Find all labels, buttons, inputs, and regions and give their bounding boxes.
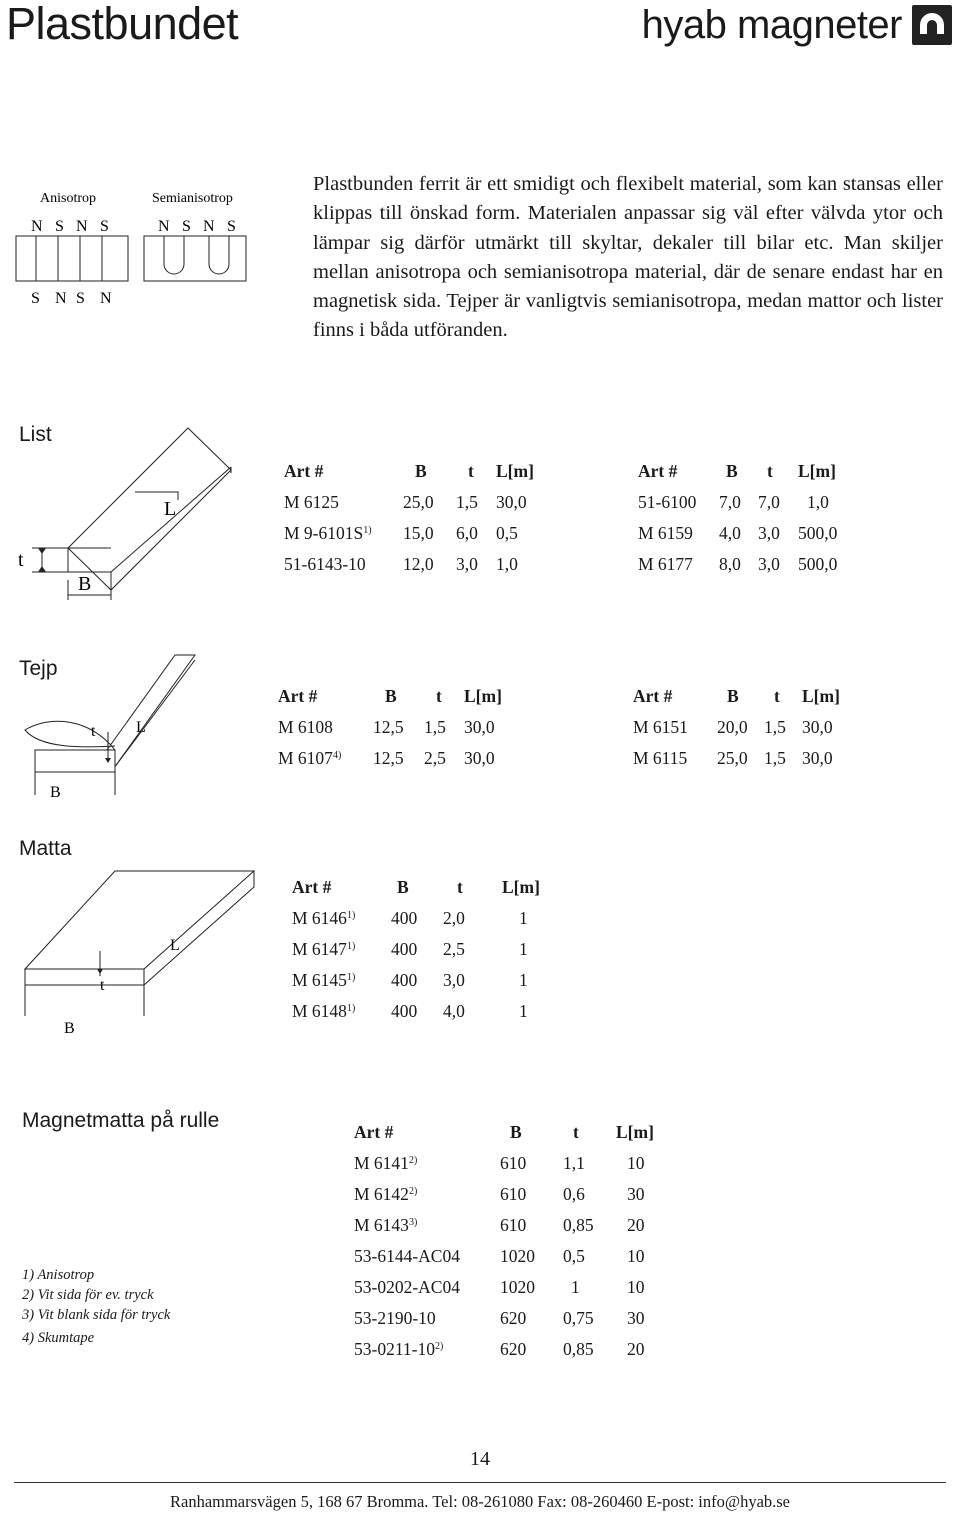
tejp-table-left xyxy=(278,681,514,774)
col-b: B xyxy=(385,686,397,706)
cell-t: 2,0 xyxy=(443,908,465,928)
cell-l: 1,0 xyxy=(496,554,518,574)
pole-top-2: S xyxy=(55,218,64,235)
col-t: t xyxy=(457,877,463,897)
col-t: t xyxy=(468,461,474,481)
cell-l: 1 xyxy=(519,1001,528,1021)
col-l: L[m] xyxy=(802,686,840,706)
cell-l: 30 xyxy=(627,1308,645,1328)
cell-l: 1 xyxy=(519,939,528,959)
pole-bottom-4: N xyxy=(100,290,112,307)
col-l: L[m] xyxy=(496,461,534,481)
cell-l: 0,5 xyxy=(496,523,518,543)
rulle-table xyxy=(354,1117,666,1365)
col-l: L[m] xyxy=(798,461,836,481)
section-label-tejp: Tejp xyxy=(19,657,58,680)
cell-b: 400 xyxy=(391,970,418,990)
cell-art: M 6115 xyxy=(633,748,688,768)
table-header-row xyxy=(292,872,552,903)
cell-art: 53-2190-10 xyxy=(354,1308,436,1328)
cell-t: 0,85 xyxy=(563,1339,594,1359)
cell-art: M 6145$^{1)}$ xyxy=(292,970,356,990)
col-b: B xyxy=(415,461,427,481)
cell-art: M 6108 xyxy=(278,717,333,737)
brand xyxy=(642,0,952,50)
cell-b: 610 xyxy=(500,1153,527,1173)
table-row xyxy=(354,1148,666,1179)
cell-l: 20 xyxy=(627,1339,645,1359)
dim-t-tejp: t xyxy=(91,723,96,740)
col-t: t xyxy=(436,686,442,706)
col-art: Art # xyxy=(284,461,324,481)
cell-l: 10 xyxy=(627,1277,645,1297)
table-row xyxy=(284,518,546,549)
cell-t: 1,5 xyxy=(764,748,786,768)
pole-bottom-1: S xyxy=(31,290,40,307)
cell-b: 610 xyxy=(500,1184,527,1204)
section-label-matta: Matta xyxy=(19,837,72,860)
semi-pole-1: N xyxy=(158,218,170,235)
col-l: L[m] xyxy=(464,686,502,706)
tejp-table-right xyxy=(633,681,852,774)
semi-pole-3: N xyxy=(203,218,215,235)
footnote: 1) Anisotrop xyxy=(22,1267,95,1283)
footnote: 3) Vit blank sida för tryck xyxy=(22,1307,171,1323)
cell-l: 1 xyxy=(519,908,528,928)
cell-t: 3,0 xyxy=(758,554,780,574)
cell-t: 0,5 xyxy=(563,1246,585,1266)
cell-art: 53-0211-10$^{2)}$ xyxy=(354,1339,444,1359)
cell-t: 7,0 xyxy=(758,492,780,512)
table-row xyxy=(633,743,852,774)
semi-pole-4: S xyxy=(227,218,236,235)
pole-top-1: N xyxy=(31,218,43,235)
section-label-list: List xyxy=(19,423,52,446)
cell-t: 0,75 xyxy=(563,1308,594,1328)
cell-b: 400 xyxy=(391,908,418,928)
table-row xyxy=(278,743,514,774)
cell-b: 1020 xyxy=(500,1277,535,1297)
cell-t: 0,6 xyxy=(563,1184,585,1204)
cell-art: 51-6143-10 xyxy=(284,554,366,574)
cell-t: 2,5 xyxy=(443,939,465,959)
cell-b: 1020 xyxy=(500,1246,535,1266)
dim-b-matta: B xyxy=(64,1020,75,1037)
table-row xyxy=(354,1303,666,1334)
cell-art: M 6148$^{1)}$ xyxy=(292,1001,356,1021)
matta-diagram xyxy=(20,866,260,1041)
dim-t-list: t xyxy=(18,549,24,571)
anisotrop-label: Anisotrop xyxy=(40,191,96,206)
cell-t: 1,5 xyxy=(456,492,478,512)
cell-art: M 6107$^{4)}$ xyxy=(278,748,342,768)
table-row xyxy=(292,903,552,934)
cell-b: 400 xyxy=(391,939,418,959)
cell-t: 6,0 xyxy=(456,523,478,543)
table-row xyxy=(292,965,552,996)
cell-l: 10 xyxy=(627,1246,645,1266)
cell-l: 30 xyxy=(627,1184,645,1204)
table-row xyxy=(284,487,546,518)
matta-table xyxy=(292,872,552,1027)
table-row xyxy=(638,518,848,549)
tejp-diagram xyxy=(20,650,200,805)
cell-l: 30,0 xyxy=(464,717,495,737)
col-t: t xyxy=(767,461,773,481)
col-b: B xyxy=(397,877,409,897)
col-art: Art # xyxy=(292,877,332,897)
table-row xyxy=(292,996,552,1027)
col-l: L[m] xyxy=(616,1122,654,1142)
table-row xyxy=(278,712,514,743)
table-row xyxy=(633,712,852,743)
col-art: Art # xyxy=(638,461,678,481)
cell-b: 610 xyxy=(500,1215,527,1235)
col-art: Art # xyxy=(354,1122,394,1142)
pole-top-4: S xyxy=(100,218,109,235)
cell-b: 12,0 xyxy=(403,554,434,574)
dim-l-list: L xyxy=(164,498,177,520)
cell-b: 8,0 xyxy=(719,554,741,574)
dim-t-matta: t xyxy=(100,977,105,994)
cell-b: 25,0 xyxy=(403,492,434,512)
cell-art: 53-0202-AC04 xyxy=(354,1277,460,1297)
cell-art: M 6143$^{3)}$ xyxy=(354,1215,418,1235)
cell-l: 30,0 xyxy=(802,748,833,768)
cell-b: 7,0 xyxy=(719,492,741,512)
page-number: 14 xyxy=(470,1448,490,1470)
cell-t: 4,0 xyxy=(443,1001,465,1021)
dim-b-list: B xyxy=(78,573,92,595)
list-table-right xyxy=(638,456,848,580)
section-label-rulle: Magnetmatta på rulle xyxy=(22,1109,220,1132)
cell-t: 3,0 xyxy=(758,523,780,543)
cell-t: 0,85 xyxy=(563,1215,594,1235)
footer-divider xyxy=(14,1482,946,1483)
list-diagram xyxy=(18,420,258,610)
page-title: Plastbundet xyxy=(6,0,239,49)
cell-art: 53-6144-AC04 xyxy=(354,1246,460,1266)
table-header-row xyxy=(284,456,546,487)
table-row xyxy=(638,549,848,580)
cell-l: 500,0 xyxy=(798,554,838,574)
table-row xyxy=(284,549,546,580)
col-t: t xyxy=(774,686,780,706)
magnet-logo-icon xyxy=(912,5,952,45)
cell-b: 620 xyxy=(500,1308,527,1328)
col-b: B xyxy=(510,1122,522,1142)
cell-art: M 6142$^{2)}$ xyxy=(354,1184,418,1204)
cell-art: M 6146$^{1)}$ xyxy=(292,908,356,928)
cell-art: M 6151 xyxy=(633,717,688,737)
cell-l: 1,0 xyxy=(807,492,829,512)
pole-bottom-3: S xyxy=(76,290,85,307)
table-row xyxy=(354,1241,666,1272)
cell-l: 20 xyxy=(627,1215,645,1235)
cell-t: 1 xyxy=(571,1277,580,1297)
col-b: B xyxy=(727,686,739,706)
cell-t: 1,1 xyxy=(563,1153,585,1173)
cell-b: 15,0 xyxy=(403,523,434,543)
cell-b: 12,5 xyxy=(373,748,404,768)
cell-art: M 6159 xyxy=(638,523,693,543)
cell-art: M 6177 xyxy=(638,554,693,574)
cell-art: 51-6100 xyxy=(638,492,697,512)
col-art: Art # xyxy=(633,686,673,706)
cell-t: 1,5 xyxy=(764,717,786,737)
cell-t: 3,0 xyxy=(456,554,478,574)
cell-t: 2,5 xyxy=(424,748,446,768)
semianisotrop-label: Semianisotrop xyxy=(152,191,233,206)
col-l: L[m] xyxy=(502,877,540,897)
table-row xyxy=(354,1210,666,1241)
dim-l-matta: L xyxy=(170,937,180,954)
table-row xyxy=(354,1334,666,1365)
cell-art: M $9-6101S^{1)}$ xyxy=(284,523,372,543)
cell-b: 25,0 xyxy=(717,748,748,768)
pole-top-3: N xyxy=(76,218,88,235)
table-row xyxy=(354,1179,666,1210)
col-b: B xyxy=(726,461,738,481)
table-header-row xyxy=(638,456,848,487)
cell-l: 30,0 xyxy=(802,717,833,737)
cell-l: 30,0 xyxy=(496,492,527,512)
cell-l: 30,0 xyxy=(464,748,495,768)
cell-b: 400 xyxy=(391,1001,418,1021)
cell-b: 620 xyxy=(500,1339,527,1359)
cell-b: 12,5 xyxy=(373,717,404,737)
pole-bottom-2: N xyxy=(55,290,67,307)
footnote: 4) Skumtape xyxy=(22,1330,95,1346)
cell-l: 10 xyxy=(627,1153,645,1173)
cell-art: M 6147$^{1)}$ xyxy=(292,939,356,959)
semi-pole-2: S xyxy=(182,218,191,235)
col-art: Art # xyxy=(278,686,318,706)
dim-b-tejp: B xyxy=(50,784,61,801)
table-row xyxy=(638,487,848,518)
cell-l: 500,0 xyxy=(798,523,838,543)
table-header-row xyxy=(354,1117,666,1148)
cell-b: 4,0 xyxy=(719,523,741,543)
cell-l: 1 xyxy=(519,970,528,990)
list-table-left xyxy=(284,456,546,580)
footnotes xyxy=(22,1265,170,1348)
cell-t: 1,5 xyxy=(424,717,446,737)
cell-art: M 6141$^{2)}$ xyxy=(354,1153,418,1173)
table-row xyxy=(292,934,552,965)
brand-name: hyab magneter xyxy=(641,2,902,47)
table-header-row xyxy=(633,681,852,712)
table-row xyxy=(354,1272,666,1303)
cell-b: 20,0 xyxy=(717,717,748,737)
dim-l-tejp: L xyxy=(136,719,146,736)
cell-t: 3,0 xyxy=(443,970,465,990)
pole-figure xyxy=(10,182,250,312)
intro-text: Plastbunden ferrit är ett smidigt och flexibelt material, som kan stansas eller klippas till önskad form. Materialen anpassar sig väl efter välvda ytor och lämpar sig därför utmärkt till skyltar, dekaler till bilar etc. Man skiljer mellan anisotropa och semianisotropa material, där de senare endast har en magnetisk sida. Tejper är vanligtvis semianisotropa, medan mattor och lister finns i båda utföranden. xyxy=(313,173,943,342)
footnote: 2) Vit sida för ev. tryck xyxy=(22,1287,154,1303)
col-t: t xyxy=(573,1122,579,1142)
cell-art: M 6125 xyxy=(284,492,339,512)
table-header-row xyxy=(278,681,514,712)
footer-contact: Ranhammarsvägen 5, 168 67 Bromma. Tel: 08-261080 Fax: 08-260460 E-post: info@hyab.se xyxy=(169,1492,791,1511)
